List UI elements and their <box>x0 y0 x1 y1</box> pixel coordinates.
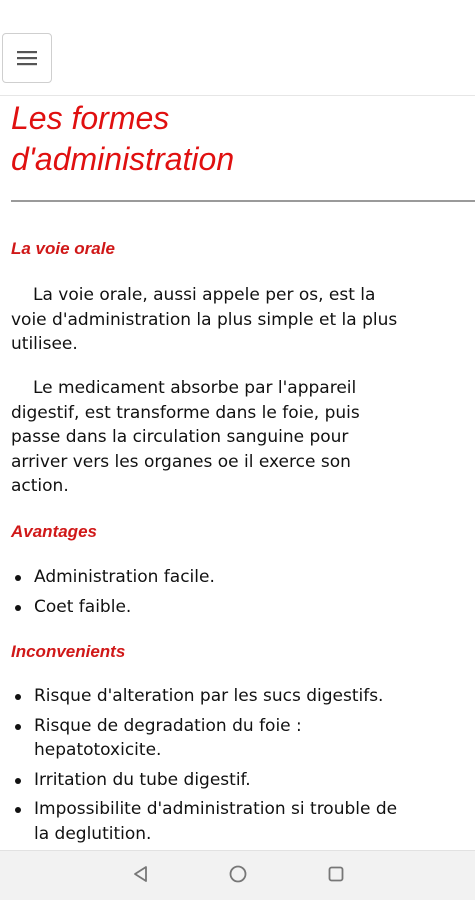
bullet-icon <box>15 778 21 784</box>
app-top-bar <box>0 0 475 96</box>
list-item-text: Risque d'alteration par les sucs digestifs. <box>34 686 384 706</box>
system-navigation-bar <box>0 850 475 900</box>
text-line: Le medicament absorbe par l'appareil <box>33 378 357 398</box>
list-item-text-continued: hepatotoxicite. <box>34 740 162 760</box>
bullet-icon <box>15 694 21 700</box>
bullet-icon <box>15 724 21 730</box>
bullet-icon <box>15 605 21 611</box>
bullet-icon <box>15 807 21 813</box>
list-item <box>11 797 475 846</box>
paragraph-oral-mechanism <box>11 376 475 499</box>
list-item-text: Irritation du tube digestif. <box>34 769 251 790</box>
menu-button[interactable] <box>2 33 52 83</box>
text-line: passe dans la circulation sanguine pour <box>11 427 349 447</box>
list-item <box>11 595 475 620</box>
list-item-text-continued: la deglutition. <box>34 823 152 844</box>
section-heading-disadvantages: Inconvenients <box>11 642 126 661</box>
title-divider <box>11 200 475 202</box>
text-line: arriver vers les organes oe il exerce son <box>11 451 351 472</box>
list-item <box>11 565 475 590</box>
disadvantages-list <box>11 684 475 850</box>
section-heading-advantages: Avantages <box>11 522 97 541</box>
text-line: utilisee. <box>11 334 78 354</box>
recents-square-icon <box>327 865 345 887</box>
article-content[interactable] <box>0 96 475 850</box>
advantages-list <box>11 565 475 624</box>
hamburger-menu-icon <box>17 50 37 66</box>
list-item-text: Risque de degradation du foie : <box>34 715 302 736</box>
back-triangle-icon <box>132 865 150 887</box>
text-line: La voie orale, aussi appele per os, est la <box>33 285 376 305</box>
page-title-line2: d'administration <box>11 141 235 177</box>
section-heading-oral: La voie orale <box>11 239 115 258</box>
text-line: action. <box>11 476 69 496</box>
page-title-line1: Les formes <box>11 100 170 136</box>
paragraph-oral-definition <box>11 283 475 357</box>
list-item-text: Impossibilite d'administration si trouble de <box>34 799 398 819</box>
list-item <box>11 768 475 793</box>
list-item <box>11 684 475 709</box>
text-line: voie d'administration la plus simple et la plus <box>11 309 398 330</box>
home-circle-icon <box>228 864 248 888</box>
back-button[interactable] <box>130 865 152 887</box>
home-button[interactable] <box>227 865 249 887</box>
text-line: digestif, est transforme dans le foie, puis <box>11 402 360 423</box>
list-item-text: Coet faible. <box>34 596 132 617</box>
recents-button[interactable] <box>325 865 347 887</box>
list-item-text: Administration facile. <box>34 567 215 587</box>
list-item <box>11 714 475 763</box>
bullet-icon <box>15 575 21 581</box>
page-title <box>11 98 471 180</box>
